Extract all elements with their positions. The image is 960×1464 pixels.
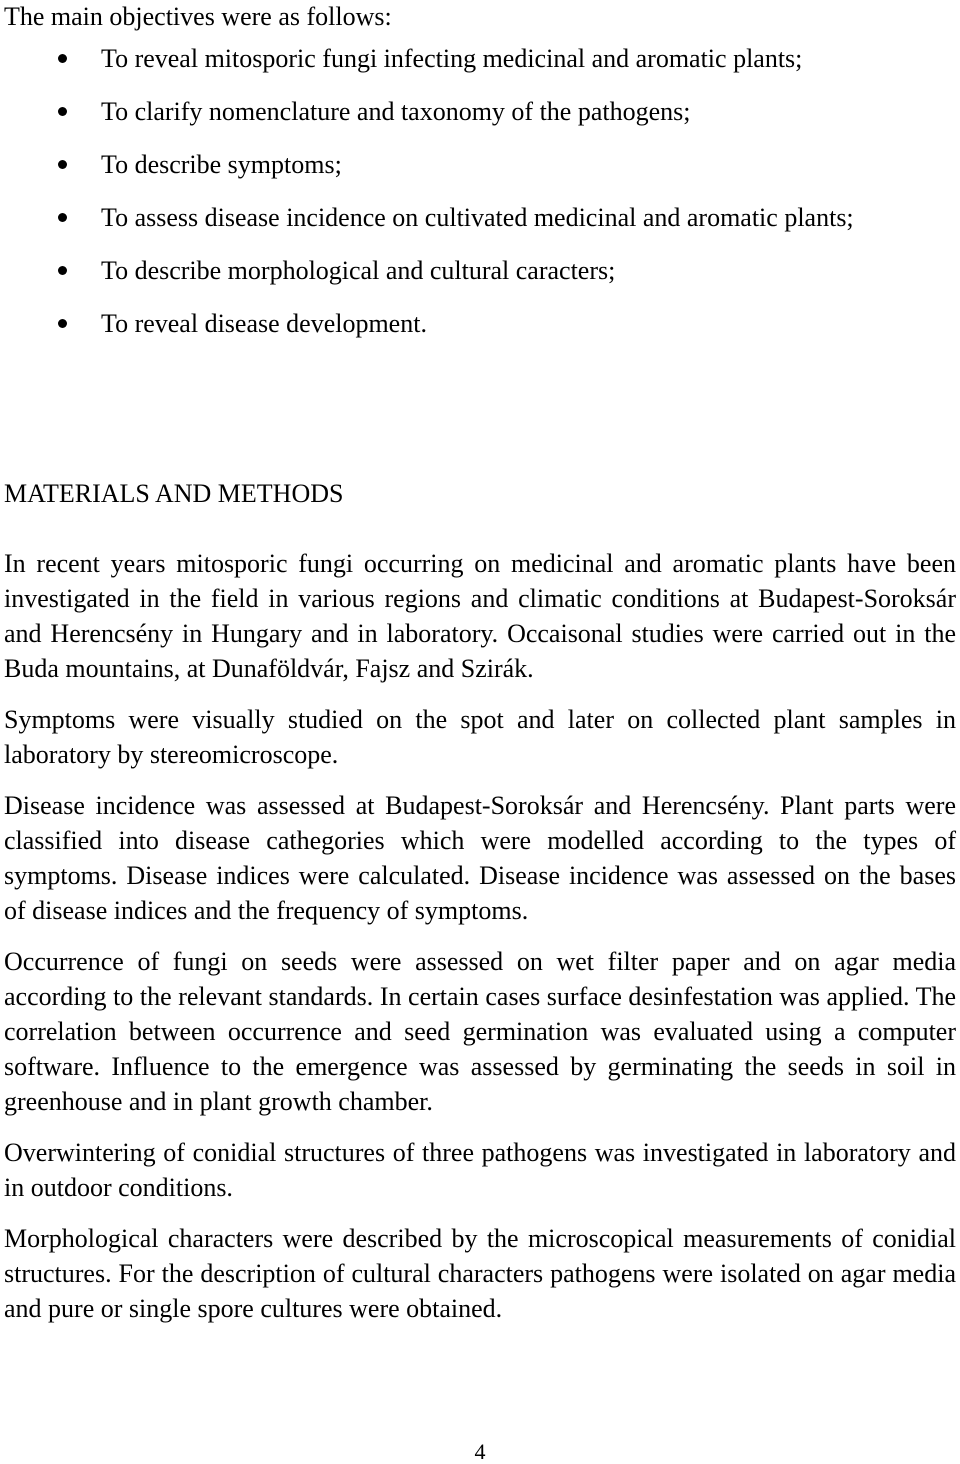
list-item-text: To assess disease incidence on cultivated medicinal and aromatic plants;: [101, 203, 854, 232]
list-item-text: To describe symptoms;: [101, 150, 342, 179]
list-item: [4, 41, 956, 76]
list-item-text: To reveal mitosporic fungi infecting medicinal and aromatic plants;: [101, 44, 803, 73]
bullet-icon: [58, 107, 67, 116]
list-item: [4, 147, 956, 182]
objectives-list: [4, 41, 956, 359]
list-item: [4, 306, 956, 341]
section-body: [4, 546, 956, 1342]
paragraph: Morphological characters were described by the microscopical measurements of conidial structures. For the description of cultural characters pathogens were isolated on agar media and pure or single spore cultures were obtained.: [4, 1224, 956, 1323]
list-item: [4, 200, 956, 235]
bullet-icon: [58, 319, 67, 328]
paragraph: In recent years mitosporic fungi occurring on medicinal and aromatic plants have been investigated in the field in various regions and climatic conditions at Budapest-Soroksár and Herencsény in Hungary and in laboratory. Occaisonal studies were carried out in the Buda mountains, at Dunaföldvár, Fajsz and Szirák.: [4, 549, 956, 683]
list-item-text: To reveal disease development.: [101, 309, 427, 338]
page-number: 4: [474, 1439, 486, 1464]
paragraph: Occurrence of fungi on seeds were assessed on wet filter paper and on agar media according to the relevant standards. In certain cases surface desinfestation was applied. The correlation between occurrence and seed germination was evaluated using a computer software. Influence to the emergence was assessed by germinating the seeds in soil in greenhouse and in plant growth chamber.: [4, 947, 956, 1116]
list-item: [4, 94, 956, 129]
section-heading: MATERIALS AND METHODS: [4, 479, 344, 508]
bullet-icon: [58, 213, 67, 222]
paragraph: Symptoms were visually studied on the spot and later on collected plant samples in laboratory by stereomicroscope.: [4, 705, 956, 769]
paragraph: Disease incidence was assessed at Budapest-Soroksár and Herencsény. Plant parts were classified into disease cathegories which were modelled according to the types of symptoms. Disease indices were calculated. Disease incidence was assessed on the bases of disease indices and the frequency of symptoms.: [4, 791, 956, 925]
list-item: [4, 253, 956, 288]
bullet-icon: [58, 54, 67, 63]
paragraph: Overwintering of conidial structures of three pathogens was investigated in laboratory and in outdoor conditions.: [4, 1138, 956, 1202]
objectives-intro: The main objectives were as follows:: [4, 2, 392, 31]
list-item-text: To clarify nomenclature and taxonomy of the pathogens;: [101, 97, 691, 126]
list-item-text: To describe morphological and cultural caracters;: [101, 256, 616, 285]
bullet-icon: [58, 266, 67, 275]
bullet-icon: [58, 160, 67, 169]
